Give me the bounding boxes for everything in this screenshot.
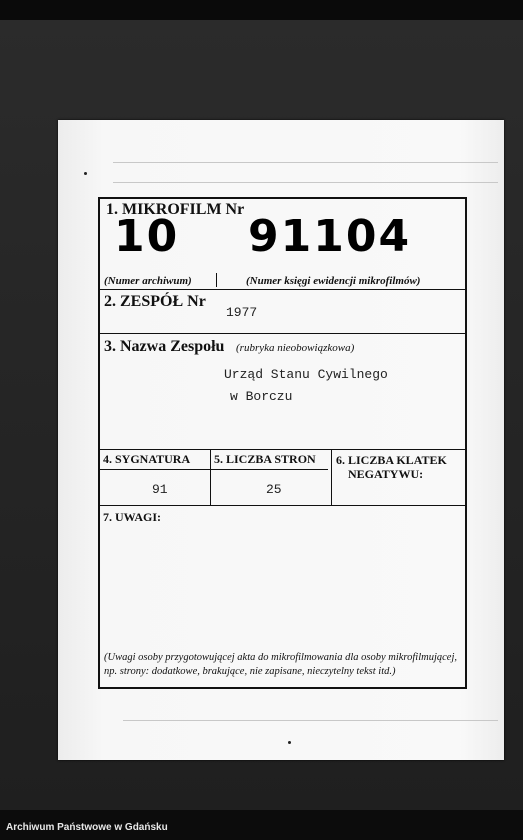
zespol-label: 2. ZESPÓŁ Nr <box>104 293 206 310</box>
film-top-border <box>0 0 523 20</box>
row-divider <box>100 289 465 290</box>
speck <box>84 172 87 175</box>
column-divider <box>210 449 211 505</box>
sygnatura-label: 4. SYGNATURA <box>103 452 191 466</box>
zespol-value: 1977 <box>226 305 258 320</box>
liczba-stron-value: 25 <box>266 482 282 497</box>
uwagi-note-2: np. strony: dodatkowe, brakujące, nie zapisane, nieczytelny tekst itd.) <box>104 666 396 677</box>
nazwa-note: (rubryka nieobowiązkowa) <box>236 342 355 354</box>
uwagi-label: 7. UWAGI: <box>103 510 162 524</box>
nazwa-line2: w Borczu <box>230 389 293 404</box>
record-form <box>98 197 467 689</box>
nazwa-line1: Urząd Stanu Cywilnego <box>224 367 388 382</box>
archive-number: 10 <box>114 211 180 262</box>
register-number: 91104 <box>248 211 412 262</box>
uwagi-note-1: (Uwagi osoby przygotowującej akta do mikrofilmowania dla osoby mikrofilmującej, <box>104 652 457 663</box>
faint-line <box>123 720 498 721</box>
sub-row-divider <box>100 469 328 470</box>
mikrofilm-label: 1. MIKROFILM Nr <box>106 201 245 218</box>
faint-line <box>113 182 498 183</box>
footer-archive-name: Archiwum Państwowe w Gdańsku <box>6 822 168 833</box>
faint-line <box>113 162 498 163</box>
liczba-stron-label: 5. LICZBA STRON <box>214 452 316 466</box>
row-divider <box>100 333 465 334</box>
register-number-caption: (Numer księgi ewidencji mikrofilmów) <box>246 275 421 287</box>
column-divider <box>331 449 332 505</box>
row-divider <box>100 449 465 450</box>
liczba-klatek-label-1: 6. LICZBA KLATEK <box>336 453 447 467</box>
liczba-klatek-label-2: NEGATYWU: <box>348 467 424 481</box>
nazwa-label: 3. Nazwa Zespołu <box>104 338 225 355</box>
archive-number-caption: (Numer archiwum) <box>104 275 192 287</box>
row-divider <box>100 505 465 506</box>
speck <box>288 741 291 744</box>
caption-divider <box>216 273 217 287</box>
sygnatura-value: 91 <box>152 482 168 497</box>
